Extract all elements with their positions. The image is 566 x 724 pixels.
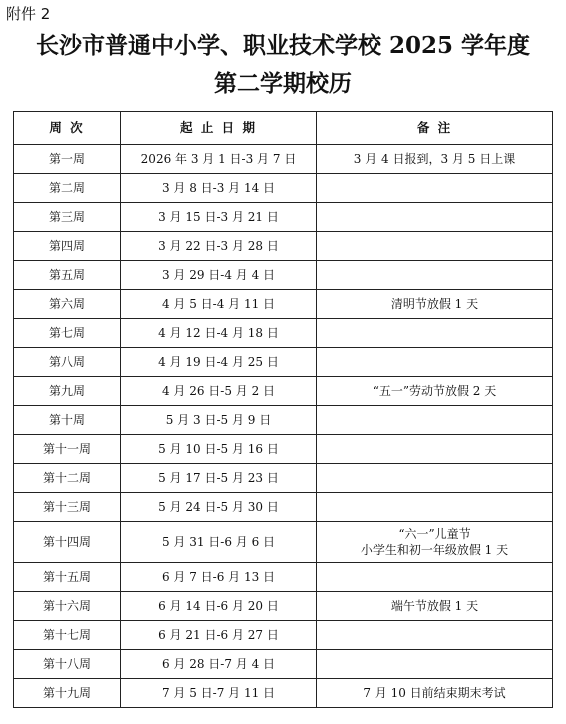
date-range-cell: 4 月 26 日-5 月 2 日	[121, 377, 317, 406]
date-range-cell: 2026 年 3 月 1 日-3 月 7 日	[121, 145, 317, 174]
week-cell: 第十六周	[14, 592, 121, 621]
notes-cell	[317, 145, 553, 174]
date-range-cell: 6 月 7 日-6 月 13 日	[121, 563, 317, 592]
date-range-cell: 3 月 8 日-3 月 14 日	[121, 174, 317, 203]
note-line: 清明节放假 1 天	[390, 297, 479, 311]
date-range-cell: 7 月 5 日-7 月 11 日	[121, 679, 317, 708]
date-range-cell: 4 月 19 日-4 月 25 日	[121, 348, 317, 377]
note-line: 小学生和初一年级放假 1 天	[360, 543, 509, 557]
week-cell: 第四周	[14, 232, 121, 261]
week-cell: 第十八周	[14, 650, 121, 679]
date-range-cell: 3 月 29 日-4 月 4 日	[121, 261, 317, 290]
table-row	[14, 435, 553, 464]
table-row	[14, 174, 553, 203]
notes-cell	[317, 435, 553, 464]
table-row	[14, 592, 553, 621]
note-line: 7 月 10 日前结束期末考试	[363, 686, 506, 700]
date-range-cell: 4 月 12 日-4 月 18 日	[121, 319, 317, 348]
table-body	[14, 145, 553, 708]
week-cell: 第十三周	[14, 493, 121, 522]
notes-cell	[317, 406, 553, 435]
date-range-cell: 4 月 5 日-4 月 11 日	[121, 290, 317, 319]
table-row	[14, 203, 553, 232]
notes-cell	[317, 679, 553, 708]
header-notes: 备 注	[317, 112, 553, 145]
table-row	[14, 290, 553, 319]
table-row	[14, 261, 553, 290]
notes-cell	[317, 290, 553, 319]
notes-cell	[317, 592, 553, 621]
notes-cell	[317, 563, 553, 592]
date-range-cell: 5 月 10 日-5 月 16 日	[121, 435, 317, 464]
week-cell: 第十一周	[14, 435, 121, 464]
header-week: 周 次	[14, 112, 121, 145]
document-subtitle: 第二学期校历	[214, 70, 352, 97]
table-header-row	[14, 112, 553, 145]
table-row	[14, 232, 553, 261]
document-title: 长沙市普通中小学、职业技术学校 2025 学年度	[35, 32, 531, 59]
week-cell: 第九周	[14, 377, 121, 406]
notes-cell	[317, 319, 553, 348]
notes-cell	[317, 348, 553, 377]
date-range-cell: 6 月 21 日-6 月 27 日	[121, 621, 317, 650]
table-row	[14, 563, 553, 592]
table-row	[14, 377, 553, 406]
notes-cell	[317, 174, 553, 203]
week-cell: 第五周	[14, 261, 121, 290]
week-cell: 第一周	[14, 145, 121, 174]
date-range-cell: 5 月 3 日-5 月 9 日	[121, 406, 317, 435]
school-calendar-table	[13, 111, 553, 708]
table-row	[14, 493, 553, 522]
week-cell: 第八周	[14, 348, 121, 377]
header-dates: 起 止 日 期	[121, 112, 317, 145]
note-line: “五一”劳动节放假 2 天	[372, 384, 497, 398]
notes-cell	[317, 621, 553, 650]
week-cell: 第十二周	[14, 464, 121, 493]
notes-cell	[317, 650, 553, 679]
date-range-cell: 5 月 17 日-5 月 23 日	[121, 464, 317, 493]
date-range-cell: 5 月 31 日-6 月 6 日	[121, 522, 317, 563]
table-row	[14, 679, 553, 708]
notes-cell	[317, 493, 553, 522]
table-row	[14, 319, 553, 348]
date-range-cell: 6 月 14 日-6 月 20 日	[121, 592, 317, 621]
table-row	[14, 464, 553, 493]
table-row	[14, 145, 553, 174]
week-cell: 第六周	[14, 290, 121, 319]
notes-cell	[317, 464, 553, 493]
week-cell: 第十九周	[14, 679, 121, 708]
week-cell: 第十四周	[14, 522, 121, 563]
week-cell: 第十周	[14, 406, 121, 435]
notes-cell	[317, 261, 553, 290]
table-row	[14, 406, 553, 435]
notes-cell	[317, 232, 553, 261]
notes-cell	[317, 203, 553, 232]
week-cell: 第二周	[14, 174, 121, 203]
table-row	[14, 650, 553, 679]
table-row	[14, 621, 553, 650]
table-row	[14, 522, 553, 563]
note-line: “六一”儿童节	[398, 527, 471, 541]
week-cell: 第三周	[14, 203, 121, 232]
notes-cell	[317, 377, 553, 406]
attachment-label: 附件 2	[6, 5, 51, 23]
date-range-cell: 5 月 24 日-5 月 30 日	[121, 493, 317, 522]
week-cell: 第七周	[14, 319, 121, 348]
date-range-cell: 3 月 15 日-3 月 21 日	[121, 203, 317, 232]
notes-cell	[317, 522, 553, 563]
week-cell: 第十七周	[14, 621, 121, 650]
date-range-cell: 3 月 22 日-3 月 28 日	[121, 232, 317, 261]
note-line: 端午节放假 1 天	[390, 599, 479, 613]
note-line: 3 月 4 日报到，3 月 5 日上课	[353, 152, 516, 166]
date-range-cell: 6 月 28 日-7 月 4 日	[121, 650, 317, 679]
week-cell: 第十五周	[14, 563, 121, 592]
table-row	[14, 348, 553, 377]
